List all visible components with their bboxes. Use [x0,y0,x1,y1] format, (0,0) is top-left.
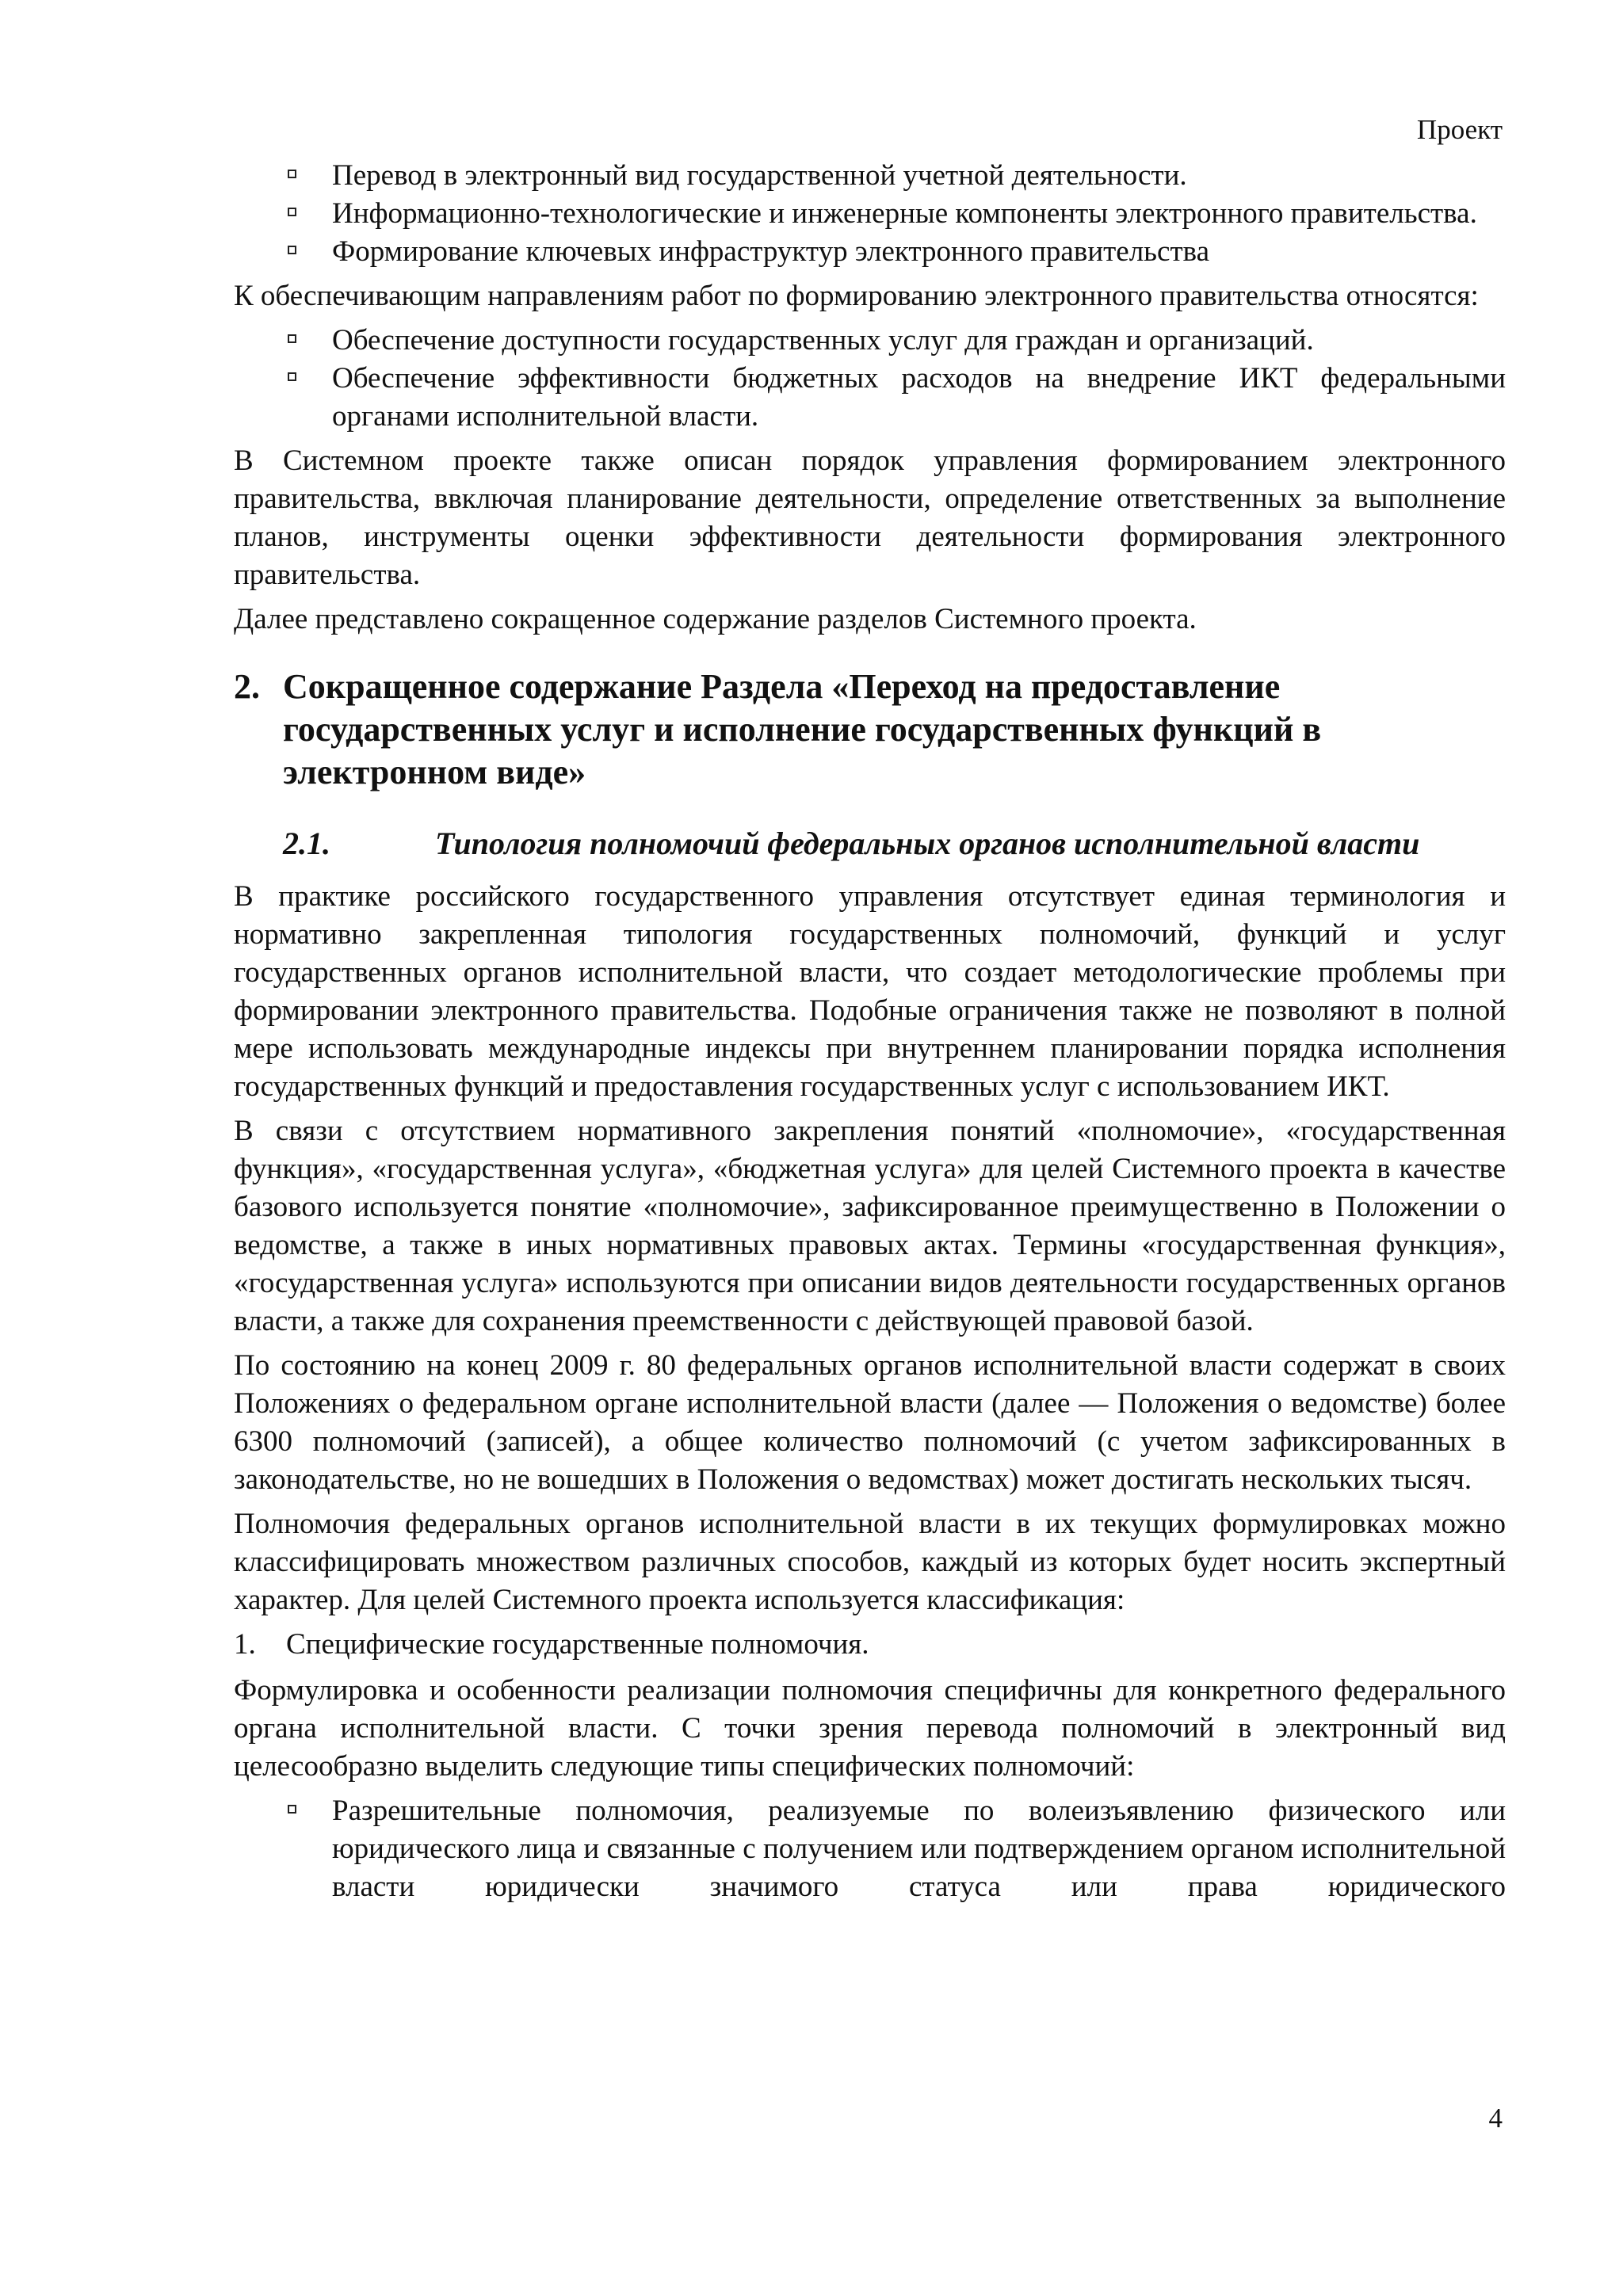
intro-bullet-list [234,157,1506,271]
paragraph-support: К обеспечивающим направлениям работ по формированию электронного правительства относятся: [234,280,1479,312]
numbered-item [234,1626,1506,1664]
page-number: 4 [1488,2103,1503,2134]
section-2-1-title: Типология полномочий федеральных органов исполнительной власти [435,826,1420,861]
paragraph-next: Далее представлено сокращенное содержание разделов Системного проекта. [234,603,1197,635]
support-bullet-list [234,322,1506,436]
section-2-heading [234,666,1506,794]
square-bullet-icon [288,170,296,178]
numbered-item-number: 1. [234,1628,256,1661]
page-header: Проект [1416,114,1503,145]
paragraph-terms: В связи с отсутствием нормативного закрепления понятий «полномочие», «государственная функция», «государственная услуга», «бюджетная услуга» для целей Системного проекта в качестве базового используется понятие «полномочие», зафиксированное преимущественно в Положении о ведомстве, а также в иных нормативных правовых актах. Термины «государственная функция», «государственная услуга» используются при описании видов деятельности государственных органов власти, а также для сохранения преемственности с действующей правовой базой. [234,1115,1506,1337]
list-item: Обеспечение эффективности бюджетных расходов на внедрение ИКТ федеральными органами исполнительной власти. [234,360,1506,436]
square-bullet-icon [288,246,296,254]
numbered-item-text: Специфические государственные полномочия. [286,1628,869,1661]
square-bullet-icon [288,1805,296,1814]
paragraph-practice: В практике российского государственного управления отсутствует единая терминология и нормативно закрепленная типология государственных полномочий, функций и услуг государственных органов исполнительной власти, что создает методологические проблемы при формировании электронного правительства. Подобные ограничения также не позволяют в полной мере использовать международные индексы при внутреннем планировании порядка исполнения государственных функций и предоставления государственных услуг с использованием ИКТ. [234,880,1506,1103]
paragraph-classify: Полномочия федеральных органов исполнительной власти в их текущих формулировках можно классифицировать множеством различных способов, каждый из которых будет носить экспертный характер. Для целей Системного проекта используется классификация: [234,1508,1506,1616]
square-bullet-icon [288,372,296,381]
list-item: Разрешительные полномочия, реализуемые по волеизъявлению физического или юридического лица и связанные с получением или подтверждением органом исполнительной власти юридически значимого статуса или права юридического [234,1792,1506,1906]
page-content [234,157,1506,1913]
paragraph-specific: Формулировка и особенности реализации полномочия специфичны для конкретного федерального органа исполнительной власти. С точки зрения перевода полномочий в электронный вид целесообразно выделить следующие типы специфических полномочий: [234,1674,1506,1783]
list-item: Информационно-технологические и инженерные компоненты электронного правительства. [234,195,1506,233]
paragraph-stats: По состоянию на конец 2009 г. 80 федеральных органов исполнительной власти содержат в своих Положениях о федеральном органе исполнительной власти (далее — Положения о ведомстве) более 6300 полномочий (записей), а общее количество полномочий (с учетом зафиксированных в законодательстве, но не вошедших в Положения о ведомствах) может достигать нескольких тысяч. [234,1349,1506,1496]
section-2-number: 2. [234,667,260,706]
section-2-1-number: 2.1. [283,826,330,861]
section-2-title: Сокращенное содержание Раздела «Переход на предоставление государственных услуг и исполнение государственных функций в электронном виде» [283,667,1322,791]
list-item: Обеспечение доступности государственных услуг для граждан и организаций. [234,322,1506,360]
list-item: Формирование ключевых инфраструктур электронного правительства [234,233,1506,271]
list-item: Перевод в электронный вид государственной учетной деятельности. [234,157,1506,195]
square-bullet-icon [288,208,296,216]
section-2-1-heading [234,824,1506,864]
square-bullet-icon [288,334,296,343]
paragraph-system: В Системном проекте также описан порядок управления формированием электронного правительства, ввключая планирование деятельности, определение ответственных за выполнение планов, инструменты оценки эффективности деятельности формирования электронного правительства. [234,444,1506,591]
specific-bullet-list [234,1792,1506,1906]
